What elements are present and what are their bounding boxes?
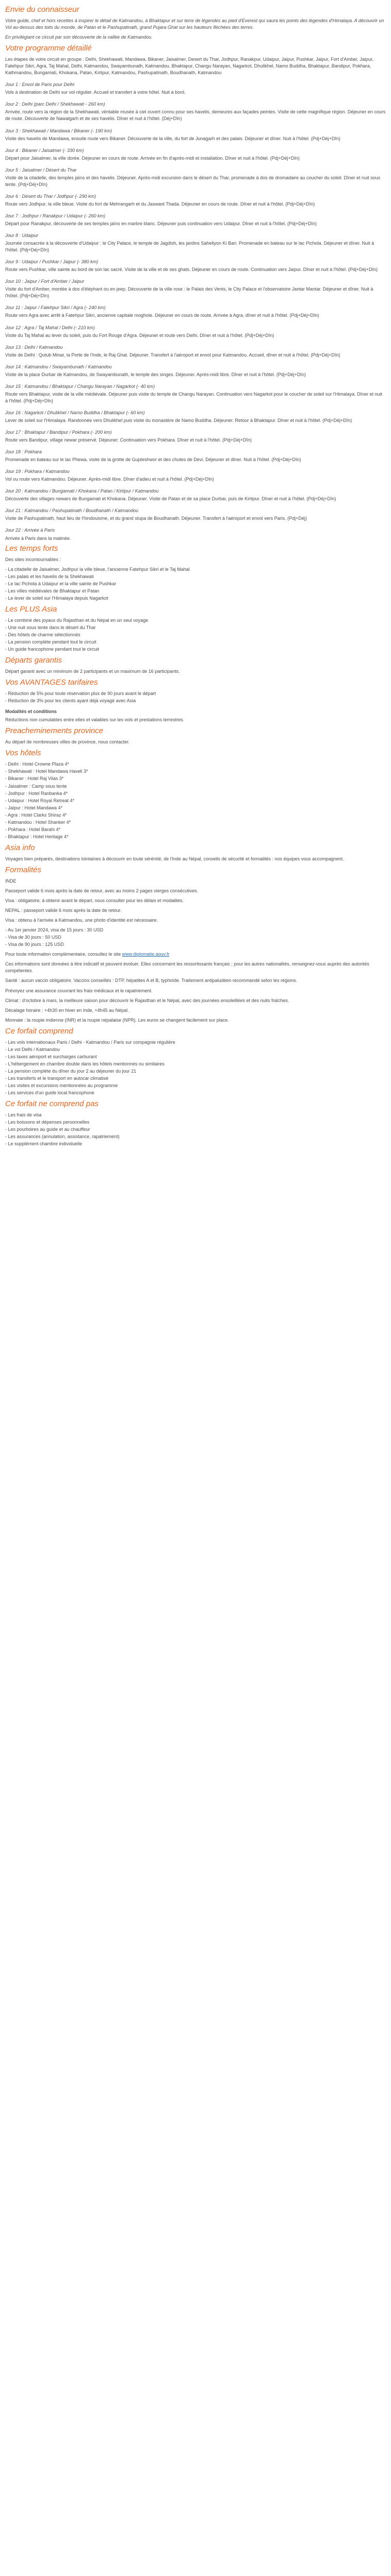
list-item: - La pension complète pendant tout le circuit: [5, 639, 386, 646]
formalities-paragraph: Passeport valide 6 mois après la date de retour, avec au moins 2 pages vierges consécutives.: [5, 888, 199, 893]
list-item: - Jaisalmer : Camp sous tente: [5, 783, 386, 790]
formalities-extra: Ces informations sont données à titre indicatif et peuvent évoluer. Elles concernent les ressortissants français ; pour les autres nationalités, renseignez-vous auprès des autorités compétentes.: [5, 961, 369, 974]
formalities-extra: Climat : d'octobre à mars, la meilleure saison pour découvrir le Rajasthan et le Népal, avec des journées ensoleillées et des nuits fraîches.: [5, 997, 289, 1003]
excludes-title: Ce forfait ne comprend pas: [5, 1099, 99, 1109]
day-title: Jour 2 : Delhi (parc Delhi / Shekhawati - 260 km): [5, 101, 105, 107]
day-title: Jour 20 : Katmandou / Bungamati / Khokana / Patan / Kirtipur / Katmandou: [5, 488, 159, 494]
formalities-paragraph: NEPAL : passeport valide 6 mois après la date de retour.: [5, 908, 122, 913]
advantages-title: Vos AVANTAGES tarifaires: [5, 678, 98, 687]
day-description: Route vers Pushkar, ville sainte au bord de son lac sacré. Visite de la ville et de ses ghats. Déjeuner en cours de route. Continuation vers Jaipur. Dîner et nuit à l'hôtel. (Pdj+Déj+Dîn): [5, 267, 378, 273]
day-description: Visite de Delhi : Qutub Minar, la Porte de l'Inde, le Raj Ghat. Déjeuner. Transfert à l'aéroport et envol pour Katmandou. Accueil, dîner et nuit à l'hôtel. (Pdj+Déj+Dîn): [5, 352, 340, 358]
preacheminement-text: Au départ de nombreuses villes de province, nous contacter.: [5, 739, 130, 745]
list-item: - Bhaktapur : Hotel Heritage 4*: [5, 834, 386, 840]
intro-paragraph: En privilégiant ce circuit par son découverte de la vallée de Katmandou.: [5, 35, 153, 40]
day-title: Jour 5 : Jaisalmer / Désert du Thar: [5, 167, 77, 173]
preacheminement-title: Preacheminements province: [5, 726, 104, 736]
asia-info-text: Voyages bien préparés, destinations lointaines à découvrir en toute sérénité, de l'Inde au Népal, conseils de sécurité et formalités : nos équipes vous accompagnent.: [5, 856, 344, 861]
page: [0, 0, 391, 1161]
hotels-section: [5, 749, 386, 840]
day-description: Route vers Bandipur, village newar préservé. Déjeuner. Continuation vers Pokhara. Dîner et nuit à l'hôtel. (Pdj+Déj+Dîn): [5, 437, 252, 443]
list-item: - Katmandou : Hotel Shanker 4*: [5, 819, 386, 826]
list-item: - Les services d'un guide local francophone: [5, 1090, 386, 1096]
day-description: Visite du fort d'Amber, montée à dos d'éléphant ou en jeep. Découverte de la ville rose : le Palais des Vents, le City Palace et l'observatoire Jantar Mantar. Déjeuner et dîner. Nuit à l'hôtel. (Pdj+Déj+Dîn): [5, 286, 373, 299]
day-description: Vol ou route vers Katmandou. Déjeuner. Après-midi libre. Dîner d'adieu et nuit à l'hôtel. (Pdj+Déj+Dîn): [5, 477, 214, 482]
program-title: Votre programme détaillé: [5, 44, 92, 53]
includes-section: [5, 1027, 386, 1096]
day-description: Route vers Jodhpur, la ville bleue. Visite du fort de Mehrangarh et du Jaswant Thada. Déjeuner en cours de route. Dîner et nuit à l'hôtel. (Pdj+Déj+Dîn): [5, 201, 315, 207]
day-description: Visite de Pashupatinath, haut lieu de l'hindouisme, et du grand stupa de Boudhanath. Déjeuner. Transfert à l'aéroport et envol vers Paris. (Pdj+Déj): [5, 516, 307, 521]
day-title: Jour 8 : Udaipur: [5, 233, 39, 239]
list-item: - Les villes médiévales de Bhaktapur et Patan: [5, 588, 386, 595]
formalities-extra: Décalage horaire : +4h30 en hiver en Inde, +4h45 au Népal.: [5, 1007, 129, 1013]
list-item: - Les frais de visa: [5, 1112, 386, 1118]
day-title: Jour 3 : Shekhawati / Mandawa / Bikaner (- 190 km): [5, 128, 112, 133]
day-title: Jour 22 : Arrivée à Paris: [5, 528, 55, 533]
formalities-section: [5, 866, 386, 1024]
list-item: - Au 1er janvier 2024, visa de 15 jours : 30 USD: [5, 927, 386, 934]
departures-text: Départ garanti avec un minimum de 2 participants et un maximum de 16 participants.: [5, 669, 180, 674]
day-title: Jour 16 : Nagarkot / Dhulikhel / Namo Buddha / Bhaktapur (- 60 km): [5, 410, 145, 415]
list-item: - Une nuit sous tente dans le désert du Thar: [5, 624, 386, 631]
list-item: - Jaipur : Hotel Mandawa 4*: [5, 805, 386, 811]
list-item: - Shekhawati : Hotel Mandawa Haveli 3*: [5, 768, 386, 775]
list-item: - Pokhara : Hotel Barahi 4*: [5, 826, 386, 833]
includes-list: [5, 1039, 386, 1096]
departures-title: Départs garantis: [5, 656, 62, 665]
list-item: - Agra : Hotel Clarks Shiraz 4*: [5, 812, 386, 819]
highlights-title: Les temps forts: [5, 544, 58, 553]
list-item: - Les visites et excursions mentionnées au programme: [5, 1082, 386, 1089]
diplomatie-link[interactable]: www.diplomatie.gouv.fr: [122, 952, 170, 957]
day-description: Promenade en bateau sur le lac Phewa, visite de la grotte de Gupteshwor et des chutes de Devi. Déjeuner et dîner. Nuit à l'hôtel. (Pdj+Déj+Dîn): [5, 457, 301, 463]
list-item: - Le combiné des joyaux du Rajasthan et du Népal en un seul voyage: [5, 617, 386, 624]
day-title: Jour 14 : Katmandou / Swayambunath / Katmandou: [5, 364, 112, 369]
list-item: - Réduction de 5% pour toute réservation plus de 90 jours avant le départ: [5, 690, 386, 697]
day-description: Lever de soleil sur l'Himalaya. Randonnée vers Dhulikhel puis visite du monastère de Namo Buddha. Déjeuner. Retour à Bhaktapur. Dîner et nuit à l'hôtel. (Pdj+Déj+Dîn): [5, 417, 352, 423]
day-title: Jour 4 : Bikaner / Jaisalmer (- 330 km): [5, 147, 84, 153]
day-description: Arrivée à Paris dans la matinée.: [5, 535, 71, 541]
formalities-paragraph: Visa : obtenu à l'arrivée à Katmandou, une photo d'identité est nécessaire.: [5, 918, 158, 923]
list-item: - Les taxes aéroport et surcharges carburant: [5, 1054, 386, 1060]
highlights-section: [5, 544, 386, 602]
list-item: - Visa de 30 jours : 50 USD: [5, 934, 386, 941]
list-item: - Les transferts et le transport en autocar climatisé: [5, 1075, 386, 1082]
list-item: - Des hôtels de charme sélectionnés: [5, 632, 386, 638]
day-title: Jour 1 : Envol de Paris pour Delhi: [5, 82, 75, 88]
day-title: Jour 10 : Jaipur / Fort d'Amber / Jaipur: [5, 279, 85, 284]
conditions-title: Modalités et conditions: [5, 709, 57, 715]
list-item: - Les boissons et dépenses personnelles: [5, 1119, 386, 1126]
day-title: Jour 9 : Udaipur / Pushkar / Jaipur (- 380 km): [5, 259, 99, 265]
formalities-paragraph: Visa : obligatoire, à obtenir avant le départ, nous consulter pour les délais et modalités.: [5, 898, 184, 904]
day-description: Départ pour Jaisalmer, la ville dorée. Déjeuner en cours de route. Arrivée en fin d'après-midi et installation. Dîner et nuit à l'hôtel. (Pdj+Déj+Dîn): [5, 155, 300, 161]
list-item: - Le lac Pichola à Udaipur et la ville sainte de Pushkar: [5, 581, 386, 587]
list-item: - L'hébergement en chambre double dans les hôtels mentionnés ou similaires: [5, 1061, 386, 1067]
program-lead: Les étapes de votre circuit en groupe : Delhi, Shekhawati, Mandawa, Bikaner, Jaisalmer, Desert du Thar, Jodhpur, Ranakpur, Udaipur, Jaipur, Pushkar, Jaipur, Fort d'Amber, Jaipur, Fatehpur Sikri, Agra, Taj Mahal, Delhi, Katmandou, Swayambunath, Katmandou, Bhaktapur, Changu Narayan, Nagarkot, Dhulikhel, Namo Buddha, Bhaktapur, Bandipur, Pokhara, Kathmandou, Bungamati, Khokana, Patan, Kirtipur, Katmandou, Pashupatinath, Boudhanath, Katmandou: [5, 57, 373, 76]
day-description: Route vers Agra avec arrêt à Fatehpur Sikri, ancienne capitale moghole. Déjeuner en cours de route. Arrivée à Agra, dîner et nuit à l'hôtel. (Pdj+Déj+Dîn): [5, 313, 319, 318]
plus-section: [5, 605, 386, 653]
asia-info-title: Asia info: [5, 843, 35, 852]
departures-section: [5, 656, 386, 675]
list-item: - Le vol Delhi / Katmandou: [5, 1046, 386, 1053]
highlights-list: [5, 566, 386, 602]
list-item: - Le lever de soleil sur l'Himalaya depuis Nagarkot: [5, 595, 386, 602]
list-item: - Le supplément chambre individuelle: [5, 1141, 386, 1147]
list-item: - Jodhpur : Hotel Ranbanka 4*: [5, 790, 386, 797]
day-description: Visite de la place Durbar de Katmandou, de Swayambunath, le temple des singes. Déjeuner. Après-midi libre. Dîner et nuit à l'hôtel. (Pdj+Déj+Dîn): [5, 371, 306, 377]
list-item: - Bikaner : Hotel Raj Vilas 3*: [5, 775, 386, 782]
day-description: Visite du Taj Mahal au lever du soleil, puis du Fort Rouge d'Agra. Déjeuner et route vers Delhi. Dîner et nuit à l'hôtel. (Pdj+Déj+Dîn): [5, 332, 274, 338]
more-info: [5, 951, 386, 958]
day-description: Arrivée, route vers la région de la Shekhawati, véritable musée à ciel ouvert connu pour ses havelis, demeures aux façades peintes. Visite de cette magnifique région. Déjeuner en cours de route. Découverte de Nawalgarh et de ses havelis. Dîner et nuit à l'hôtel. (Déj+Dîn): [5, 109, 386, 122]
advantages-list: [5, 690, 386, 704]
visa-fees-list: [5, 927, 386, 948]
day-list: [5, 81, 386, 541]
day-description: Route vers Bhaktapur, visite de la ville médiévale. Déjeuner puis visite du temple de Changu Narayan. Continuation vers Nagarkot pour le coucher de soleil sur l'Himalaya. Dîner et nuit à l'hôtel. (Pdj+Déj+Dîn): [5, 391, 383, 403]
day-description: Départ pour Ranakpur, découverte de ses temples jaïns en marbre blanc. Déjeuner puis continuation vers Udaipur. Dîner et nuit à l'hôtel. (Pdj+Déj+Dîn): [5, 221, 317, 226]
intro-section: [5, 5, 386, 41]
list-item: - Visa de 90 jours : 125 USD: [5, 941, 386, 948]
formalities-extra: Monnaie : la roupie indienne (INR) et la roupie népalaise (NPR). Les euros se changent facilement sur place.: [5, 1017, 229, 1023]
highlights-lead: Des sites incontournables :: [5, 556, 61, 562]
conditions-text: Réductions non cumulables entre elles et valables sur les vols et prestations terrestres.: [5, 717, 185, 723]
program-section: [5, 44, 386, 541]
excludes-list: [5, 1112, 386, 1147]
excludes-section: [5, 1099, 386, 1147]
day-description: Vols à destination de Delhi sur vol régulier. Accueil et transfert à votre hôtel. Nuit à bord.: [5, 90, 186, 95]
includes-title: Ce forfait comprend: [5, 1026, 73, 1036]
hotels-title: Vos hôtels: [5, 749, 41, 758]
day-title: Jour 13 : Delhi / Katmandou: [5, 344, 63, 350]
day-title: Jour 17 : Bhaktapur / Bandipur / Pokhara (- 200 km): [5, 430, 112, 435]
formalities-heading: INDE: [5, 878, 17, 884]
plus-list: [5, 617, 386, 653]
day-title: Jour 18 : Pokhara: [5, 449, 42, 455]
day-description: Découverte des villages newars de Bungamati et Khokana. Déjeuner. Visite de Patan et de sa place Durbar, puis de Kirtipur. Dîner et nuit à l'hôtel. (Pdj+Déj+Dîn): [5, 496, 336, 502]
day-title: Jour 15 : Katmandou / Bhaktapur / Changu Narayan / Nagarkot (- 40 km): [5, 383, 155, 389]
day-title: Jour 19 : Pokhara / Katmandou: [5, 469, 70, 474]
formalities-title: Formalités: [5, 865, 42, 874]
formalities-extra: Prévoyez une assurance couvrant les frais médicaux et le rapatriement.: [5, 988, 153, 993]
plus-title: Les PLUS Asia: [5, 604, 57, 614]
day-title: Jour 12 : Agra / Taj Mahal / Delhi (- 210 km): [5, 325, 95, 330]
list-item: - Les pourboires au guide et au chauffeur: [5, 1126, 386, 1133]
intro-paragraph: Votre guide, chef et hors recettes à inspirer le détail de Katmandou, à Bhaktapur et sur terre de légendes au pied d'Everest qui saura les points des légendes d'Himalaya. A découvrir un Vol au-dessus des toits du monde, de Patan et le Pashupatinath, grand Pujara Ghat sur les hauteurs fléchées des terres.: [5, 18, 384, 30]
list-item: - Les assurances (annulation, assistance, rapatriement): [5, 1133, 386, 1140]
list-item: - Les palais et les havelis de la Shekhawati: [5, 573, 386, 580]
more-info-text: Pour toute information complémentaire, consultez le site: [5, 952, 121, 957]
day-title: Jour 11 : Jaipur / Fatehpur Sikri / Agra (- 240 km): [5, 305, 106, 311]
list-item: - Un guide francophone pendant tout le circuit: [5, 646, 386, 653]
day-title: Jour 6 : Désert du Thar / Jodhpur (- 290 km): [5, 193, 96, 199]
day-description: Visite des havelis de Mandawa, ensuite route vers Bikaner. Découverte de la ville, du fort de Junagarh et des palais. Déjeuner et dîner. Nuit à l'hôtel. (Pdj+Déj+Dîn): [5, 135, 340, 141]
list-item: - Les vols internationaux Paris / Delhi - Katmandou / Paris sur compagnie régulière: [5, 1039, 386, 1046]
list-item: - Delhi : Hotel Crowne Plaza 4*: [5, 761, 386, 768]
list-item: - La pension complète du dîner du jour 2 au déjeuner du jour 21: [5, 1068, 386, 1075]
hotels-list: [5, 761, 386, 840]
asia-info-section: [5, 843, 386, 862]
list-item: - Réduction de 3% pour les clients ayant déjà voyagé avec Asia: [5, 698, 386, 704]
list-item: - La citadelle de Jaisalmer, Jodhpur la ville bleue, l'ancienne Fatehpur Sikri et le Taj Mahal: [5, 566, 386, 573]
formalities-extra: Santé : aucun vaccin obligatoire. Vaccins conseillés : DTP, hépatites A et B, typhoïde. Traitement antipaludéen recommandé selon les régions.: [5, 978, 297, 984]
intro-title: Envie du connaisseur: [5, 5, 79, 14]
advantages-section: [5, 678, 386, 723]
day-title: Jour 21 : Katmandou / Pashupatinath / Boudhanath / Katmandou: [5, 508, 139, 514]
day-description: Journée consacrée à la découverte d'Udaipur : le City Palace, le temple de Jagdish, les jardins Saheliyon Ki Bari. Promenade en bateau sur le lac Pichola. Déjeuner et dîner. Nuit à l'hôtel. (Pdj+Déj+Dîn): [5, 241, 374, 253]
preacheminement-section: [5, 726, 386, 745]
day-title: Jour 7 : Jodhpur / Ranakpur / Udaipur (- 260 km): [5, 213, 106, 218]
day-description: Visite de la citadelle, des temples jaïns et des havelis. Déjeuner. Après-midi excursion dans le désert du Thar, promenade à dos de dromadaire au coucher du soleil. Dîner et nuit sous tente. (Pdj+Déj+Dîn): [5, 175, 381, 187]
list-item: - Udaipur : Hotel Royal Retreat 4*: [5, 798, 386, 804]
